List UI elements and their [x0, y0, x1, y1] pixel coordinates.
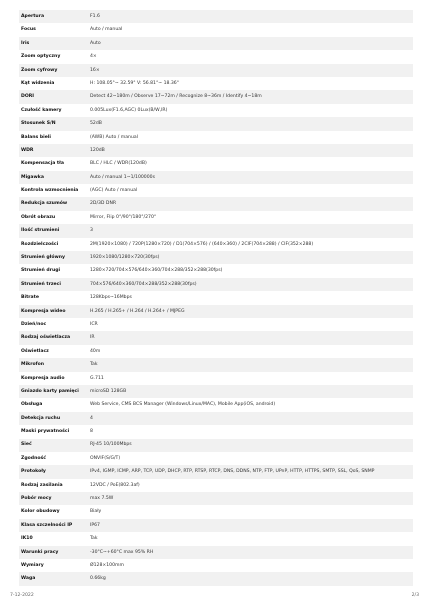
spec-value: 2M(1920×1080) / 720P(1280×720) / D1(704×576) / (640×360) / 2CIF(704×288) / CIF(352×288): [87, 238, 413, 251]
spec-value: (AGC) Auto / manual: [87, 184, 413, 197]
spec-label: Apertura: [19, 10, 87, 23]
spec-row: [19, 425, 413, 438]
spec-row: [19, 546, 413, 559]
spec-value: Mirror, Flip 0°/90°/180°/270°: [87, 211, 413, 224]
spec-row: [19, 505, 413, 518]
spec-label: Zgodność: [19, 452, 87, 465]
specification-table: [19, 10, 413, 586]
spec-row: [19, 291, 413, 304]
spec-row: [19, 465, 413, 478]
spec-row: [19, 572, 413, 585]
spec-label: Waga: [19, 572, 87, 585]
spec-row: [19, 171, 413, 184]
spec-row: [19, 519, 413, 532]
spec-value: microSD 128GB: [87, 385, 413, 398]
spec-value: Auto / manual: [87, 23, 413, 36]
spec-value: 0.66kg: [87, 572, 413, 585]
spec-label: Strumień główny: [19, 251, 87, 264]
spec-row: [19, 64, 413, 77]
spec-value: H: 108.05°~ 32.59° V: 56.81°~ 18.36°: [87, 77, 413, 90]
spec-row: [19, 358, 413, 371]
spec-label: Klasa szczelności IP: [19, 519, 87, 532]
spec-label: IK10: [19, 532, 87, 545]
spec-row: [19, 345, 413, 358]
spec-label: Focus: [19, 23, 87, 36]
spec-value: 3: [87, 224, 413, 237]
spec-value: BLC / HLC / WDR(120dB): [87, 157, 413, 170]
spec-row: [19, 157, 413, 170]
spec-value: 0.005Lux(F1.6,AGC) 0Lux(B/W,IR): [87, 104, 413, 117]
spec-value: Auto / manual 1~1/100000s: [87, 171, 413, 184]
spec-label: Bitrate: [19, 291, 87, 304]
spec-label: WDR: [19, 144, 87, 157]
spec-row: [19, 211, 413, 224]
spec-value: max 7.5W: [87, 492, 413, 505]
spec-row: [19, 10, 413, 23]
spec-row: [19, 90, 413, 103]
footer-page-number: 2/3: [411, 593, 419, 598]
spec-value: 4: [87, 412, 413, 425]
spec-value: 1280×720/704×576/640×360/704×288/352×288(30fps): [87, 264, 413, 277]
spec-value: 2D/3D DNR: [87, 197, 413, 210]
spec-row: [19, 532, 413, 545]
spec-row: [19, 278, 413, 291]
spec-value: IPv4, IGMP, ICMP, ARP, TCP, UDP, DHCP, RTP, RTSP, RTCP, DNS, DDNS, NTP, FTP, UPnP, HTTP, HTTPS, SMTP, SSL, QoS, SNMP: [87, 465, 413, 478]
spec-row: [19, 104, 413, 117]
spec-label: Warunki pracy: [19, 546, 87, 559]
spec-row: [19, 305, 413, 318]
spec-label: Stosunek S/N: [19, 117, 87, 130]
spec-row: [19, 117, 413, 130]
spec-row: [19, 385, 413, 398]
spec-value: 12VDC / PoE(802.3af): [87, 479, 413, 492]
spec-label: Czułość kamery: [19, 104, 87, 117]
spec-value: Web Service, CMS BCS Manager (Windows/Linux/MAC), Mobile App(iOS, android): [87, 398, 413, 411]
spec-row: [19, 77, 413, 90]
spec-label: Redukcja szumów: [19, 197, 87, 210]
spec-label: Kompresja wideo: [19, 305, 87, 318]
spec-label: Maski prywatności: [19, 425, 87, 438]
spec-value: 4×: [87, 50, 413, 63]
spec-row: [19, 318, 413, 331]
spec-value: 704×576/640×360/704×288/352×288(30fps): [87, 278, 413, 291]
spec-label: Pobór mocy: [19, 492, 87, 505]
spec-value: Ø128×100mm: [87, 559, 413, 572]
spec-row: [19, 439, 413, 452]
spec-row: [19, 398, 413, 411]
spec-label: Kompresja audio: [19, 372, 87, 385]
spec-label: Kąt widzenia: [19, 77, 87, 90]
spec-row: [19, 197, 413, 210]
spec-value: ONVIF(S/G/T): [87, 452, 413, 465]
spec-label: Wymiary: [19, 559, 87, 572]
spec-label: Zoom optyczny: [19, 50, 87, 63]
spec-label: Balans bieli: [19, 131, 87, 144]
spec-row: [19, 131, 413, 144]
spec-row: [19, 452, 413, 465]
spec-value: G.711: [87, 372, 413, 385]
spec-label: Strumień trzeci: [19, 278, 87, 291]
spec-label: Dzień/noc: [19, 318, 87, 331]
spec-label: Obsługa: [19, 398, 87, 411]
spec-row: [19, 264, 413, 277]
spec-label: Mikrofon: [19, 358, 87, 371]
spec-label: Iris: [19, 37, 87, 50]
spec-row: [19, 184, 413, 197]
spec-value: IP67: [87, 519, 413, 532]
spec-value: Tak: [87, 358, 413, 371]
spec-label: Kontrola wzmocnienia: [19, 184, 87, 197]
spec-row: [19, 479, 413, 492]
spec-label: Strumień drugi: [19, 264, 87, 277]
spec-value: 52dB: [87, 117, 413, 130]
spec-value: 128Kbps~16Mbps: [87, 291, 413, 304]
spec-row: [19, 23, 413, 36]
spec-value: RJ-45 10/100Mbps: [87, 439, 413, 452]
spec-label: Migawka: [19, 171, 87, 184]
spec-row: [19, 412, 413, 425]
spec-value: 16×: [87, 64, 413, 77]
spec-row: [19, 37, 413, 50]
spec-value: -30°C~+60°C max 95% RH: [87, 546, 413, 559]
spec-value: 8: [87, 425, 413, 438]
spec-label: Obrót obrazu: [19, 211, 87, 224]
spec-value: F1.6: [87, 10, 413, 23]
spec-row: [19, 331, 413, 344]
spec-value: Biały: [87, 505, 413, 518]
spec-label: Rozdzielczości: [19, 238, 87, 251]
spec-label: DORI: [19, 90, 87, 103]
spec-row: [19, 251, 413, 264]
spec-label: Kompensacja tła: [19, 157, 87, 170]
spec-value: 1920×1080/1280×720(30fps): [87, 251, 413, 264]
spec-label: Zoom cyfrowy: [19, 64, 87, 77]
spec-row: [19, 224, 413, 237]
spec-label: Sieć: [19, 439, 87, 452]
spec-row: [19, 238, 413, 251]
spec-row: [19, 372, 413, 385]
spec-value: IR: [87, 331, 413, 344]
spec-row: [19, 559, 413, 572]
spec-value: (AWB) Auto / manual: [87, 131, 413, 144]
spec-value: 40m: [87, 345, 413, 358]
spec-value: H.265 / H.265+ / H.264 / H.264+ / MJPEG: [87, 305, 413, 318]
spec-value: ICR: [87, 318, 413, 331]
footer-date: 7-12-2022: [10, 593, 34, 598]
spec-value: Auto: [87, 37, 413, 50]
spec-label: Rodzaj zasilania: [19, 479, 87, 492]
spec-row: [19, 144, 413, 157]
spec-label: Ilość strumieni: [19, 224, 87, 237]
spec-row: [19, 492, 413, 505]
spec-label: Detekcja ruchu: [19, 412, 87, 425]
spec-row: [19, 50, 413, 63]
spec-value: 120dB: [87, 144, 413, 157]
spec-label: Oświetlacz: [19, 345, 87, 358]
spec-value: Detect 42~180m / Observe 17~72m / Recognize 8~36m / Identify 4~18m: [87, 90, 413, 103]
spec-label: Kolor obudowy: [19, 505, 87, 518]
spec-label: Gniazdo karty pamięci: [19, 385, 87, 398]
spec-label: Protokoły: [19, 465, 87, 478]
spec-value: Tak: [87, 532, 413, 545]
spec-label: Rodzaj oświetlacza: [19, 331, 87, 344]
